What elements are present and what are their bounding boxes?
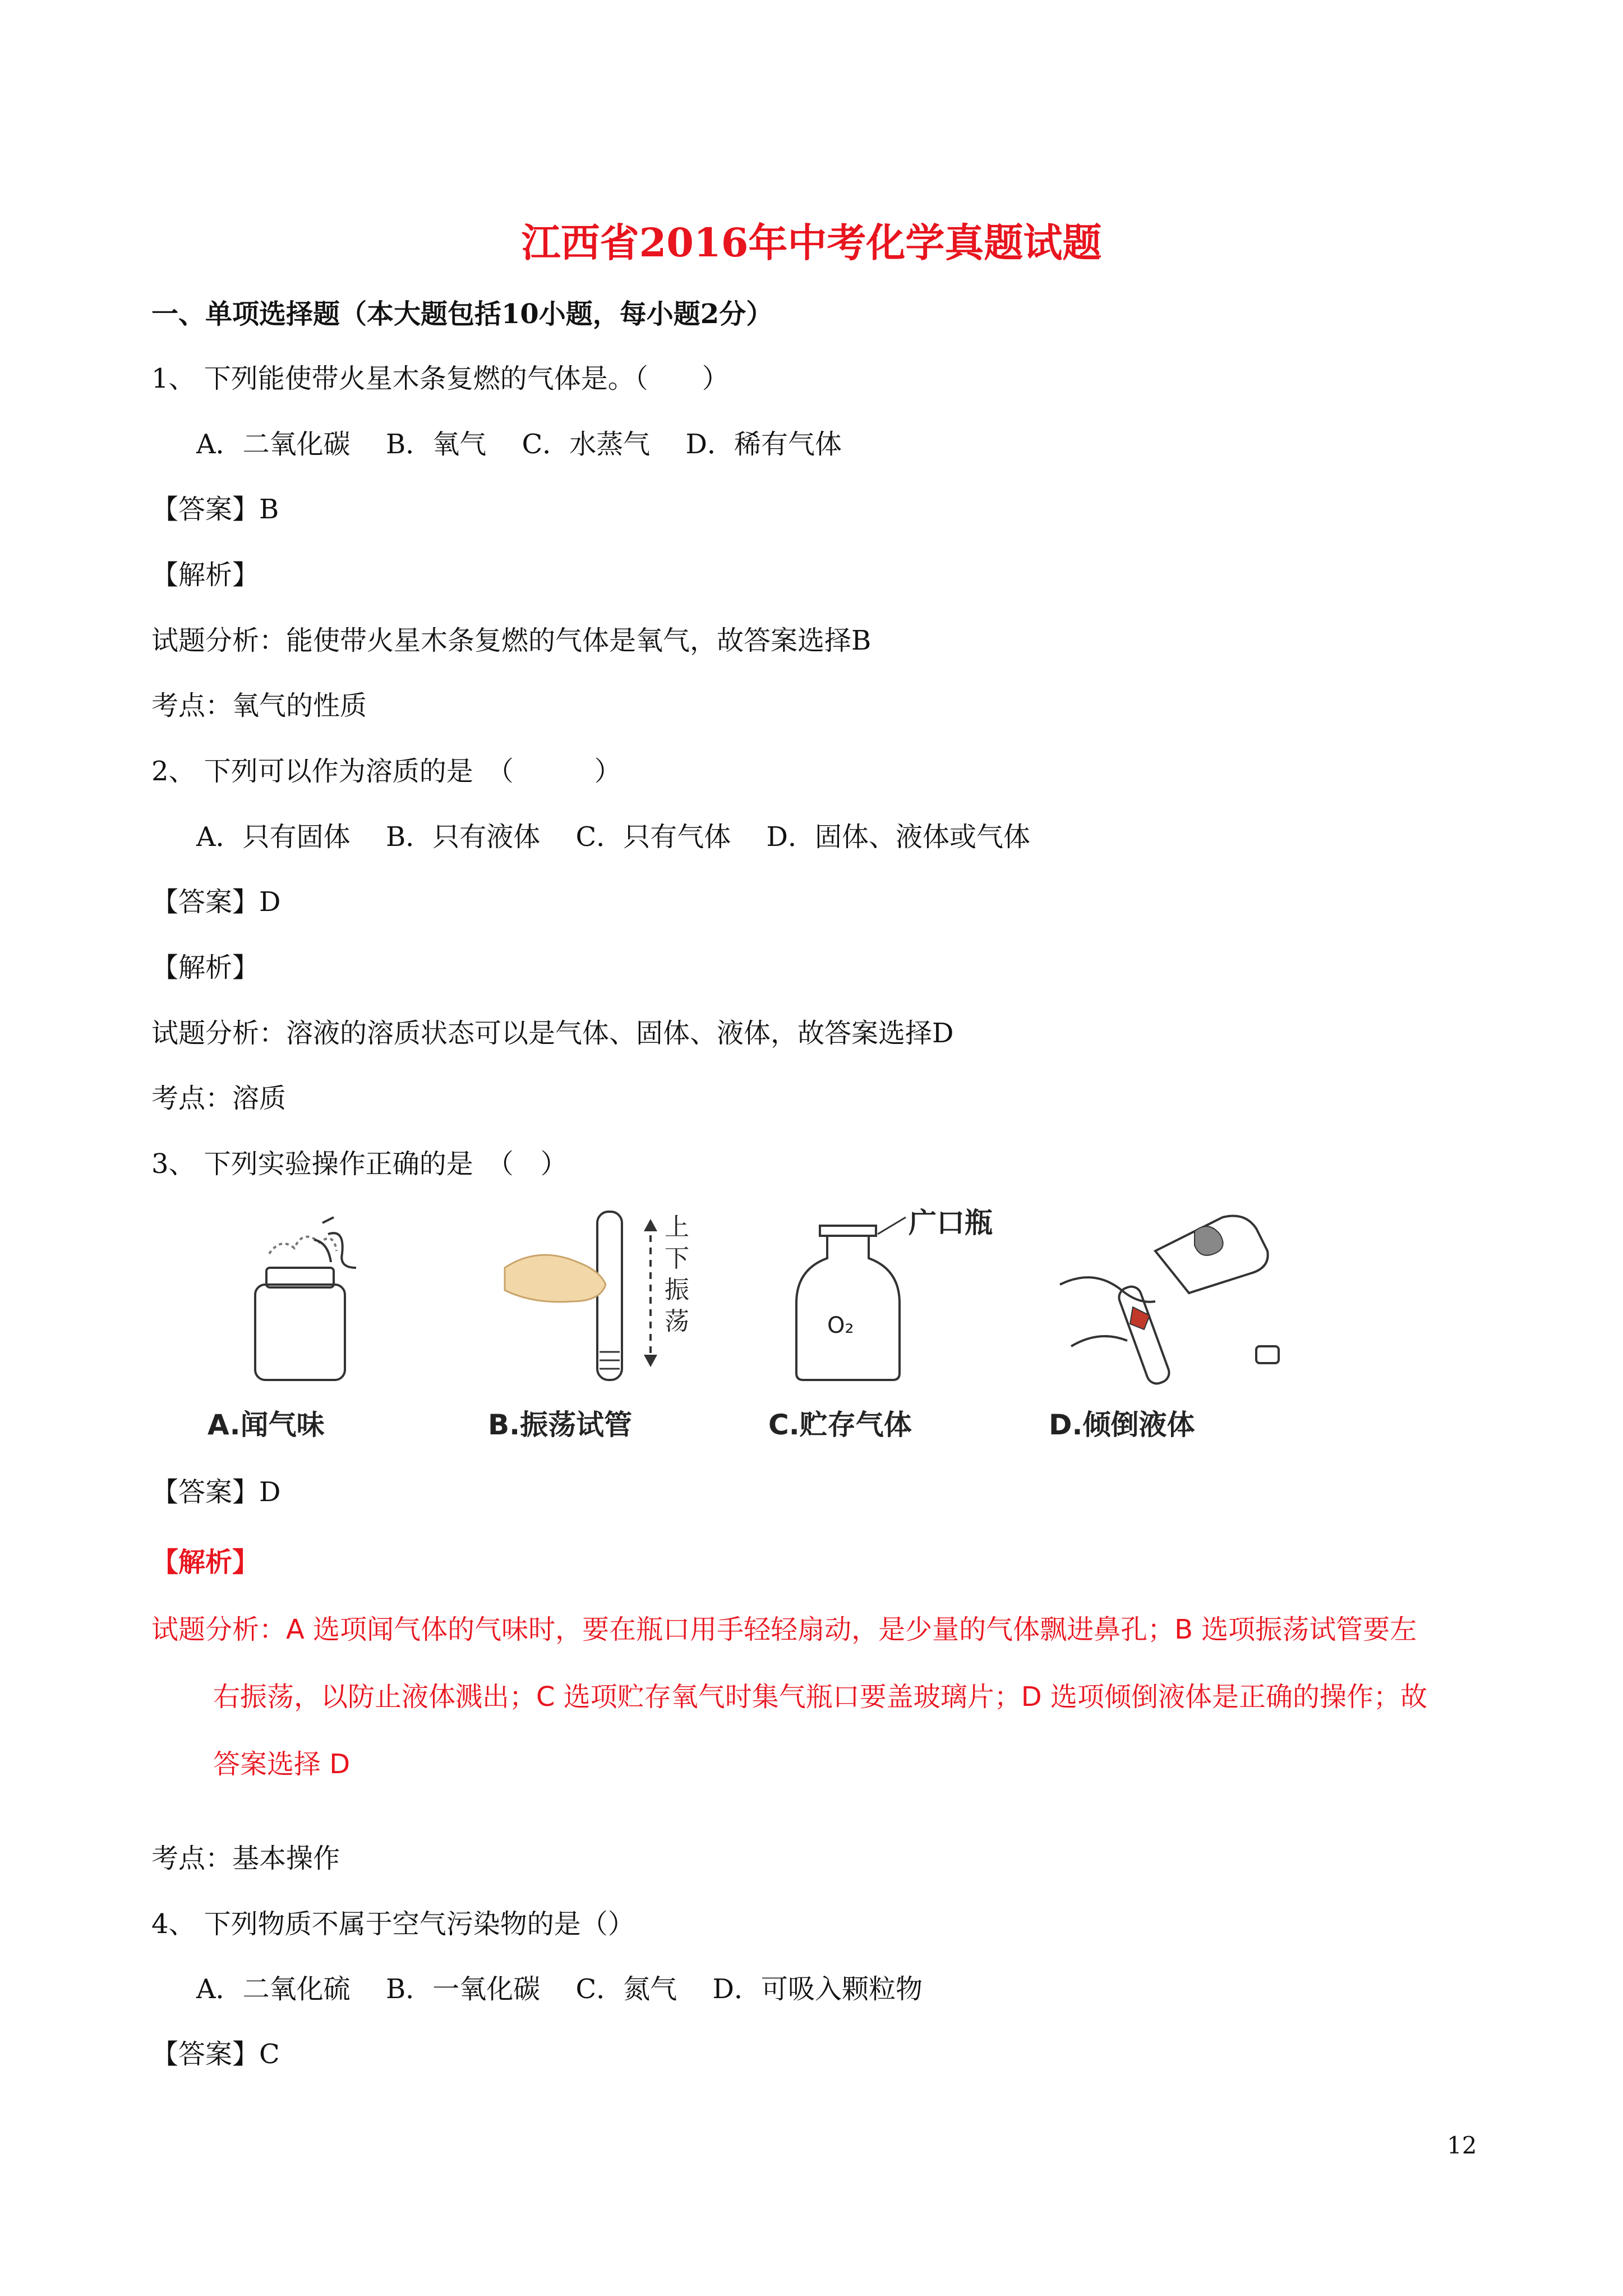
question-4-options: [196, 1972, 949, 2006]
q3-answer: 【答案】D: [151, 1476, 281, 1508]
q1-option-c: C．水蒸气: [522, 429, 651, 460]
figure-b-label: B.振荡试管: [488, 1409, 633, 1441]
question-1-options: [196, 427, 869, 461]
figure-c: [768, 1200, 1015, 1458]
figure-a-label: A.闻气味: [208, 1409, 325, 1441]
figure-c-gas-label: O₂: [827, 1313, 854, 1338]
q4-option-c: C．氮气: [575, 1973, 677, 2005]
question-2-stem: 2、 下列可以作为溶质的是 （ ）: [151, 756, 621, 787]
q1-option-a: A．二氧化碳: [196, 429, 351, 460]
q2-analysis-head: 【解析】: [151, 952, 260, 983]
question-3-figures: [208, 1200, 1329, 1458]
q2-option-a: A．只有固体: [196, 821, 351, 853]
figure-b-arrow-text: 上下振荡: [665, 1213, 689, 1336]
question-1-stem: 1、 下列能使带火星木条复燃的气体是。（ ）: [151, 363, 729, 394]
q3-analysis-head: 【解析】: [151, 1547, 260, 1578]
q3-analysis-line-1: 试题分析：A 选项闻气体的气味时，要在瓶口用手轻轻扇动，是少量的气体飘进鼻孔；B 选项振荡试管要左: [151, 1614, 1417, 1645]
q2-option-d: D．固体、液体或气体: [766, 821, 1030, 853]
page-number: 12: [1447, 2132, 1477, 2159]
figure-d: [1049, 1200, 1295, 1458]
q1-point: 考点：氧气的性质: [151, 690, 367, 721]
q2-answer: 【答案】D: [151, 886, 281, 918]
figure-d-label: D.倾倒液体: [1049, 1409, 1195, 1441]
figure-c-bottle-label: 广口瓶: [909, 1207, 993, 1239]
q1-answer: 【答案】B: [151, 494, 279, 525]
q2-option-b: B．只有液体: [385, 821, 541, 853]
q4-answer: 【答案】C: [151, 2039, 280, 2070]
q3-analysis-line-2: 右振荡，以防止液体溅出；C 选项贮存氧气时集气瓶口要盖玻璃片；D 选项倾倒液体是正确的操作；故: [213, 1681, 1427, 1713]
q2-option-c: C．只有气体: [575, 821, 731, 853]
q3-point: 考点：基本操作: [151, 1843, 340, 1874]
page-title: 江西省2016年中考化学真题试题: [521, 219, 1102, 266]
figure-c-label: C.贮存气体: [768, 1409, 912, 1441]
q2-analysis: 试题分析：溶液的溶质状态可以是气体、固体、液体，故答案选择D: [151, 1018, 954, 1049]
q1-analysis: 试题分析：能使带火星木条复燃的气体是氧气，故答案选择B: [151, 625, 872, 656]
q3-analysis-paragraph: [151, 1596, 1497, 1798]
q4-option-b: B．一氧化碳: [385, 1973, 541, 2005]
question-4-stem: 4、 下列物质不属于空气污染物的是（）: [151, 1908, 635, 1940]
section-heading: 一、单项选择题（本大题包括10小题，每小题2分）: [151, 298, 773, 330]
q1-option-d: D．稀有气体: [685, 429, 842, 460]
question-2-options: [196, 820, 1057, 854]
figure-b: [488, 1200, 735, 1458]
q2-point: 考点：溶质: [151, 1083, 287, 1114]
smell-gas-illustration: [208, 1200, 454, 1391]
q1-option-b: B．氧气: [385, 429, 487, 460]
question-3-stem: 3、 下列实验操作正确的是 （ ）: [151, 1148, 568, 1180]
q1-analysis-head: 【解析】: [151, 559, 260, 591]
pour-liquid-illustration: [1049, 1200, 1295, 1391]
q3-analysis-line-3: 答案选择 D: [213, 1749, 351, 1780]
q4-option-a: A．二氧化硫: [196, 1973, 351, 2005]
figure-a: [208, 1200, 454, 1458]
q4-option-d: D．可吸入颗粒物: [712, 1973, 923, 2005]
